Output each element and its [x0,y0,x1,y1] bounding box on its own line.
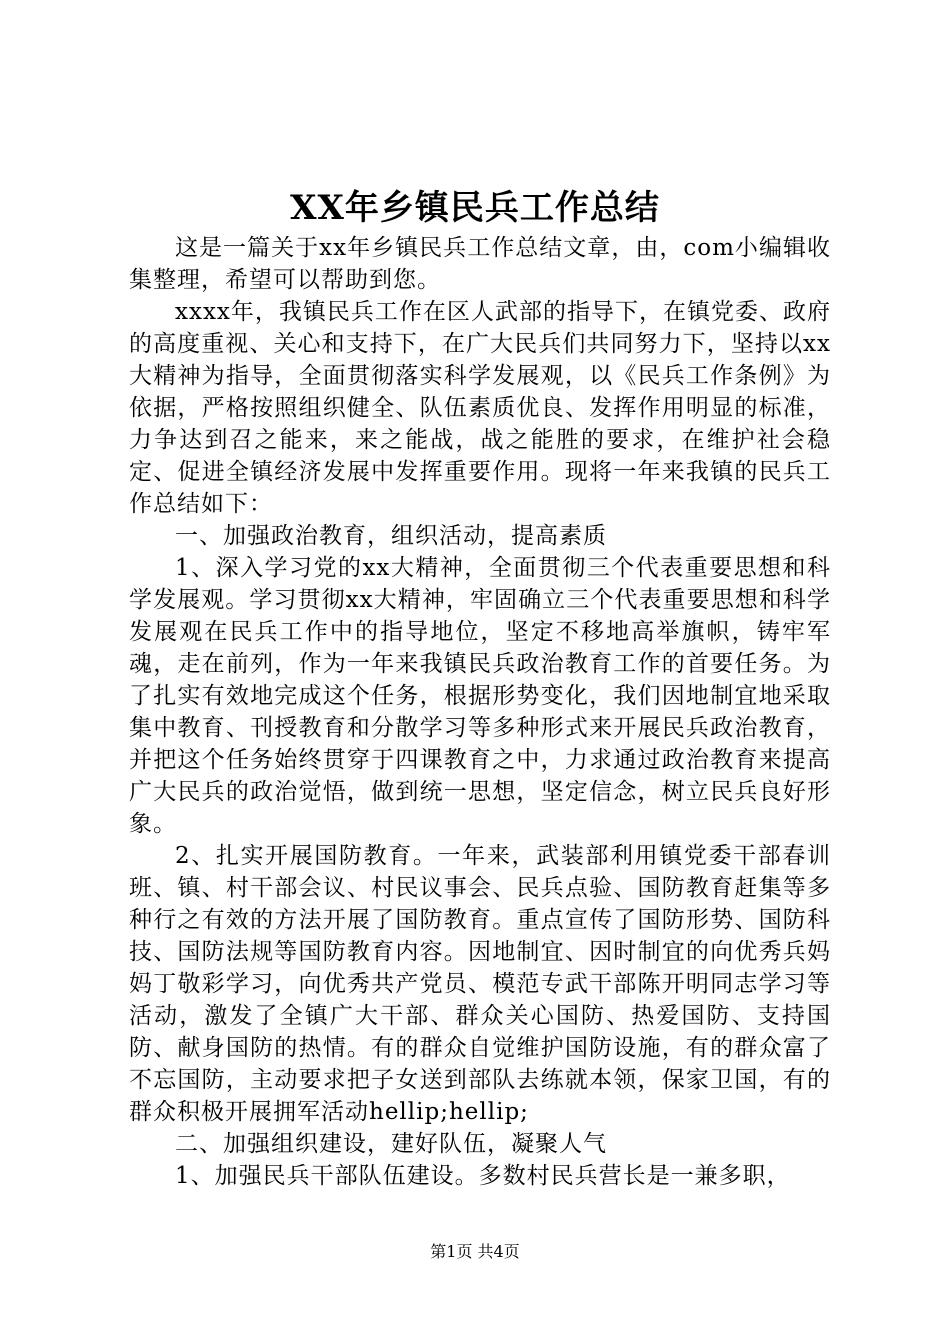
paragraph-1-1: 1、深入学习党的xx大精神，全面贯彻三个代表重要思想和科学发展观。学习贯彻xx大精神，牢固确立三个代表重要思想和科学发展观在民兵工作中的指导地位，坚定不移地高举旗帜，铸牢军魂，走在前列，作为一年来我镇民兵政治教育工作的首要任务。为了扎实有效地完成这个任务，根据形势变化，我们因地制宜地采取集中教育、刊授教育和分散学习等多种形式来开展民兵政治教育，并把这个任务始终贯穿于四课教育之中，力求通过政治教育来提高广大民兵的政治觉悟，做到统一思想，坚定信念，树立民兵良好形象。 [129,555,831,837]
document-body [129,232,831,1192]
paragraph-2-1: 1、加强民兵干部队伍建设。多数村民兵营长是一兼多职， [175,1163,791,1189]
page-footer: 第1页 共4页 [430,1242,520,1261]
section-heading-1: 一、加强政治教育，组织活动，提高素质 [175,523,607,549]
paragraph-intro: 这是一篇关于xx年乡镇民兵工作总结文章，由，com小编辑收集整理，希望可以帮助到您。 [129,235,831,293]
document-title: XX年乡镇民兵工作总结 [290,188,660,228]
section-heading-2: 二、加强组织建设，建好队伍，凝聚人气 [175,1131,607,1157]
paragraph-overview: xxxx年，我镇民兵工作在区人武部的指导下，在镇党委、政府的高度重视、关心和支持下，在广大民兵们共同努力下，坚持以xx大精神为指导，全面贯彻落实科学发展观，以《民兵工作条例》为依据，严格按照组织健全、队伍素质优良、发挥作用明显的标准，力争达到召之能来，来之能战，战之能胜的要求，在维护社会稳定、促进全镇经济发展中发挥重要作用。现将一年来我镇的民兵工作总结如下： [129,299,831,517]
paragraph-1-2: 2、扎实开展国防教育。一年来，武装部利用镇党委干部春训班、镇、村干部会议、村民议事会、民兵点验、国防教育赶集等多种行之有效的方法开展了国防教育。重点宣传了国防形势、国防科技、国防法规等国防教育内容。因地制宜、因时制宜的向优秀兵妈妈丁敬彩学习，向优秀共产党员、模范专武干部陈开明同志学习等活动，激发了全镇广大干部、群众关心国防、热爱国防、支持国防、献身国防的热情。有的群众自觉维护国防设施，有的群众富了不忘国防，主动要求把子女送到部队去练就本领，保家卫国，有的群众积极开展拥军活动hellip;hellip; [129,843,831,1125]
